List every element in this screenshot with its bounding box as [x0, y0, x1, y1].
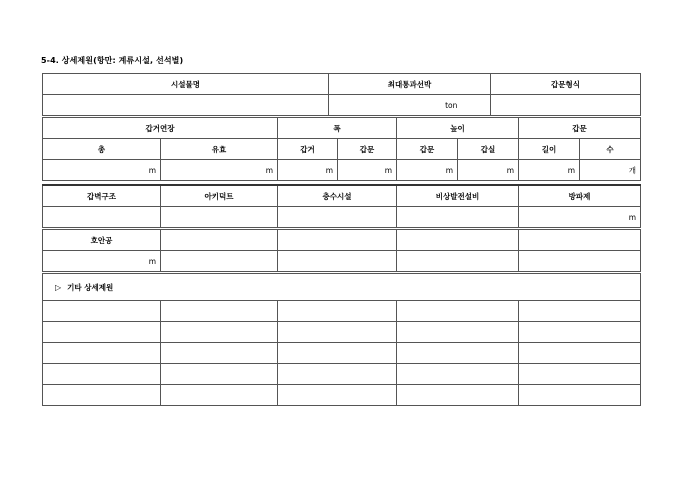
header-breakwater: 방파제	[519, 185, 641, 207]
page-title: 5-4. 상세제원(항만: 계류시설, 선석별)	[41, 56, 184, 65]
table-cell[interactable]	[397, 364, 519, 385]
table-cell[interactable]	[161, 322, 278, 343]
header-gate: 갑문	[519, 118, 641, 139]
other-specs-table	[42, 273, 641, 406]
subheader-total: 총	[43, 139, 161, 160]
cell-revetment-b4[interactable]	[397, 251, 519, 272]
cell-lock-width[interactable]: m	[278, 160, 338, 181]
cell-gate-length[interactable]: m	[519, 160, 580, 181]
table-cell[interactable]	[519, 322, 641, 343]
unit-ton: ton	[445, 100, 458, 110]
cell-aqueduct[interactable]	[161, 207, 278, 228]
header-max-ship: 최대통과선박	[329, 74, 491, 95]
cell-max-ship[interactable]	[329, 95, 491, 116]
table-cell[interactable]	[397, 385, 519, 406]
header-emergency-power: 비상발전설비	[397, 185, 519, 207]
table-cell[interactable]	[43, 343, 161, 364]
cell-revetment-2[interactable]	[161, 230, 278, 251]
table-cell[interactable]	[519, 364, 641, 385]
cell-gate-count[interactable]: 개	[580, 160, 641, 181]
table-cell[interactable]	[278, 364, 397, 385]
table-cell[interactable]	[278, 322, 397, 343]
section-other-specs	[43, 274, 641, 301]
cell-total-length[interactable]: m	[43, 160, 161, 181]
cell-water-filling[interactable]	[278, 207, 397, 228]
header-wall-structure: 갑벽구조	[43, 185, 161, 207]
subheader-gate-count: 수	[580, 139, 641, 160]
subheader-gate-width: 갑문	[338, 139, 397, 160]
cell-revetment-length[interactable]: m	[43, 251, 161, 272]
cell-gate-type[interactable]	[491, 95, 641, 116]
table-cell[interactable]	[43, 385, 161, 406]
table-cell[interactable]	[161, 364, 278, 385]
cell-revetment-3[interactable]	[278, 230, 397, 251]
table-cell[interactable]	[161, 343, 278, 364]
subheader-gate-length: 길이	[519, 139, 580, 160]
table-cell[interactable]	[278, 343, 397, 364]
facility-equipment-table	[42, 184, 641, 228]
section-other-specs-title: 기타 상세제원	[67, 282, 114, 292]
table-cell[interactable]	[397, 322, 519, 343]
table-cell[interactable]	[161, 301, 278, 322]
cell-revetment-5[interactable]	[519, 230, 641, 251]
subheader-lock-width: 갑거	[278, 139, 338, 160]
cell-chamber-height[interactable]: m	[458, 160, 519, 181]
cell-gate-width[interactable]: m	[338, 160, 397, 181]
header-facility-name: 시설물명	[43, 74, 329, 95]
table-cell[interactable]	[519, 385, 641, 406]
header-gate-type: 갑문형식	[491, 74, 641, 95]
cell-effective-length[interactable]: m	[161, 160, 278, 181]
table-cell[interactable]	[43, 301, 161, 322]
cell-revetment-4[interactable]	[397, 230, 519, 251]
cell-revetment-b5[interactable]	[519, 251, 641, 272]
cell-breakwater[interactable]: m	[519, 207, 641, 228]
table-cell[interactable]	[397, 343, 519, 364]
lock-dimension-table	[42, 117, 641, 181]
subheader-effective: 유효	[161, 139, 278, 160]
cell-wall-structure[interactable]	[43, 207, 161, 228]
table-cell[interactable]	[43, 322, 161, 343]
cell-gate-height[interactable]: m	[397, 160, 458, 181]
cell-emergency-power[interactable]	[397, 207, 519, 228]
header-width: 폭	[278, 118, 397, 139]
header-aqueduct: 아키덕트	[161, 185, 278, 207]
subheader-chamber-height: 갑실	[458, 139, 519, 160]
cell-revetment-b3[interactable]	[278, 251, 397, 272]
facility-table	[42, 73, 641, 116]
table-cell[interactable]	[278, 301, 397, 322]
cell-revetment-b2[interactable]	[161, 251, 278, 272]
table-cell[interactable]	[519, 301, 641, 322]
table-cell[interactable]	[161, 385, 278, 406]
table-cell[interactable]	[43, 364, 161, 385]
cell-facility-name[interactable]	[43, 95, 329, 116]
table-cell[interactable]	[278, 385, 397, 406]
triangle-bullet-icon: ▷	[55, 282, 62, 292]
header-height: 높이	[397, 118, 519, 139]
header-water-filling: 충수시설	[278, 185, 397, 207]
label-revetment: 호안공	[43, 230, 161, 251]
revetment-table	[42, 229, 641, 272]
header-lock-length: 갑거연장	[43, 118, 278, 139]
subheader-gate-height: 갑문	[397, 139, 458, 160]
table-cell[interactable]	[519, 343, 641, 364]
table-cell[interactable]	[397, 301, 519, 322]
